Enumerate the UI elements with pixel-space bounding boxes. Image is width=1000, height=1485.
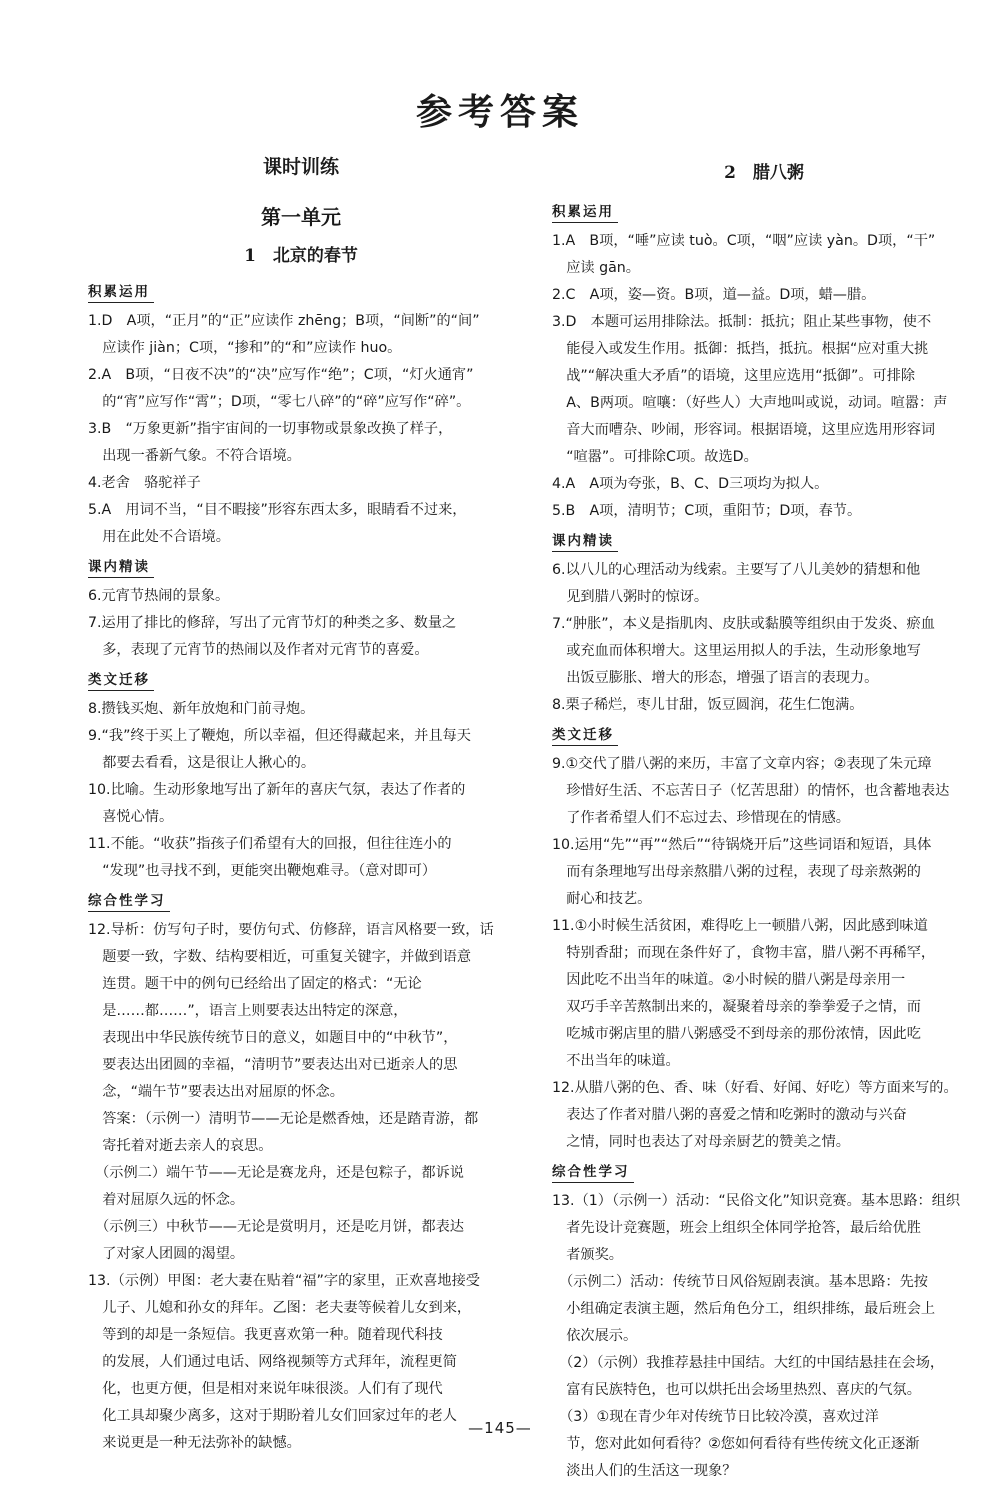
section-title: 课内精读 xyxy=(88,557,154,578)
answer-line: （2）（示例）我推荐悬挂中国结。大红的中国结悬挂在会场， xyxy=(552,1355,945,1371)
page-number: —145— xyxy=(468,1419,532,1437)
answer-line: 出现一番新气象。不符合语境。 xyxy=(88,448,301,464)
answer-line: 连贯。题干中的例句已经给出了固定的格式：“无论 xyxy=(88,976,422,992)
answer-line: 13.（1）（示例一）活动：“民俗文化”知识竞赛。基本思路：组织 xyxy=(552,1193,961,1209)
answer-line: 化工具却聚少离多，这对于期盼着儿女们回家过年的老人 xyxy=(88,1408,457,1424)
answer-line: 2.C A项，姿—资。B项，道—益。D项，蜡—腊。 xyxy=(552,287,876,303)
lesson-title: 1 北京的春节 xyxy=(244,246,358,266)
section-header xyxy=(88,885,514,917)
answer-line: 12.导析：仿写句子时，要仿句式、仿修辞，语言风格要一致，话 xyxy=(88,922,494,938)
section-title: 综合性学习 xyxy=(88,891,170,912)
answer-line: 5.A 用词不当，“目不暇接”形容东西太多，眼睛看不过来， xyxy=(88,502,467,518)
answer-line: 都要去看看，这是很让人揪心的。 xyxy=(88,755,316,771)
answer-line: 8.栗子稀烂，枣儿甘甜，饭豆圆润，花生仁饱满。 xyxy=(552,697,864,713)
answer-line: 富有民族特色，也可以烘托出会场里热烈、喜庆的气氛。 xyxy=(552,1382,921,1398)
answer-line: 7.运用了排比的修辞，写出了元宵节灯的种类之多、数量之 xyxy=(88,615,457,631)
right-column xyxy=(552,150,976,1485)
answer-line: 13.（示例）甲图：老大妻在贴着“福”字的家里，正欢喜地接受 xyxy=(88,1273,480,1289)
right-sections xyxy=(552,196,976,1485)
answer-line: 10.运用“先”“再”“然后”“待锅烧开后”这些词语和短语，具体 xyxy=(552,837,932,853)
section-header xyxy=(88,664,514,696)
answer-line: 4.A A项为夸张，B、C、D三项均为拟人。 xyxy=(552,476,829,492)
page-title: 参考答案 xyxy=(415,91,584,133)
answer-line: 喜悦心情。 xyxy=(88,809,174,825)
answer-line: “喧嚣”。可排除C项。故选D。 xyxy=(552,449,758,465)
answer-line: 寄托着对逝去亲人的哀思。 xyxy=(88,1138,273,1154)
answer-line: 者先设计竞赛题，班会上组织全体同学抢答，最后给优胜 xyxy=(552,1220,921,1236)
answer-line: A、B两项。喧嚷：（好些人）大声地叫或说，动词。喧嚣：声 xyxy=(552,395,948,411)
answer-line: 1.A B项，“唾”应读 tuò。C项，“咽”应读 yàn。D项，“干” xyxy=(552,233,936,249)
answer-line: 应读作 jiàn；C项，“掺和”的“和”应读作 huo。 xyxy=(88,340,402,356)
answer-line: 而有条理地写出母亲熬腊八粥的过程，表现了母亲熬粥的 xyxy=(552,864,921,880)
answer-line: （3）①现在青少年对传统节日比较冷漠，喜欢过洋 xyxy=(552,1409,879,1425)
answer-line: 1.D A项，“正月”的“正”应读作 zhēng；B项，“间断”的“间” xyxy=(88,313,480,329)
answer-line: 或充血而体积增大。这里运用拟人的手法，生动形象地写 xyxy=(552,643,921,659)
answer-line: 的发展，人们通过电话、网络视频等方式拜年，流程更简 xyxy=(88,1354,457,1370)
answer-line: （示例二）端午节——无论是赛龙舟，还是包粽子，都诉说 xyxy=(88,1165,464,1181)
answer-line: 吃城市粥店里的腊八粥感受不到母亲的那份浓情，因此吃 xyxy=(552,1026,921,1042)
answer-line: 答案：（示例一）清明节——无论是燃香烛，还是踏青游，都 xyxy=(88,1111,479,1127)
section-title: 积累运用 xyxy=(552,202,618,223)
answer-line: 6.以八儿的心理活动为线索。主要写了八儿美妙的猜想和他 xyxy=(552,562,921,578)
answer-line: 11.不能。“收获”指孩子们希望有大的回报，但往往连小的 xyxy=(88,836,452,852)
answer-line: 着对屈原久远的怀念。 xyxy=(88,1192,245,1208)
section-title: 综合性学习 xyxy=(552,1162,634,1183)
answer-line: 节，您对此如何看待？②您如何看待有些传统文化正逐渐 xyxy=(552,1436,920,1452)
answer-line: 题要一致，字数、结构要相近，可重复关键字，并做到语意 xyxy=(88,949,472,965)
answer-line: （示例三）中秋节——无论是赏明月，还是吃月饼，都表达 xyxy=(88,1219,464,1235)
answer-line: 11.①小时候生活贫困，难得吃上一顿腊八粥，因此感到味道 xyxy=(552,918,928,934)
answer-line: 4.老舍 骆驼祥子 xyxy=(88,475,201,491)
answer-line: 淡出人们的生活这一现象？ xyxy=(552,1463,737,1479)
answer-line: 表现出中华民族传统节日的意义，如题目中的“中秋节”， xyxy=(88,1030,458,1046)
answer-line: 特别香甜；而现在条件好了，食物丰富，腊八粥不再稀罕， xyxy=(552,945,936,961)
answer-line: 耐心和技艺。 xyxy=(552,891,652,907)
section-title: 课内精读 xyxy=(552,531,618,552)
unit-heading: 第一单元 xyxy=(261,205,341,229)
answer-line: 5.B A项，清明节；C项，重阳节；D项，春节。 xyxy=(552,503,862,519)
section-header xyxy=(552,1156,976,1188)
section-header xyxy=(88,551,514,583)
section-title: 类文迁移 xyxy=(88,670,154,691)
answer-line: 了对家人团圆的渴望。 xyxy=(88,1246,245,1262)
left-column xyxy=(88,150,514,1457)
lesson-title: 2 腊八粥 xyxy=(724,163,804,183)
answer-line: 9.“我”终于买上了鞭炮，所以幸福，但还得藏起来，并且每天 xyxy=(88,728,471,744)
section-header xyxy=(552,196,976,228)
answer-line: 见到腊八粥时的惊讶。 xyxy=(552,589,709,605)
answer-line: 战”“解决重大矛盾”的语境，这里应选用“抵御”。可排除 xyxy=(552,368,916,384)
section-title: 类文迁移 xyxy=(552,725,618,746)
answer-line: 之情，同时也表达了对母亲厨艺的赞美之情。 xyxy=(552,1134,850,1150)
answer-line: 双巧手辛苦熬制出来的，凝聚着母亲的拳拳爱子之情，而 xyxy=(552,999,921,1015)
section-header xyxy=(552,719,976,751)
answer-line: 多，表现了元宵节的热闹以及作者对元宵节的喜爱。 xyxy=(88,642,429,658)
answer-line: 化，也更方便，但是相对来说年味很淡。人们有了现代 xyxy=(88,1381,443,1397)
answer-line: 音大而嘈杂、吵闹，形容词。根据语境，这里应选用形容词 xyxy=(552,422,936,438)
section-title: 积累运用 xyxy=(88,282,154,303)
left-sections xyxy=(88,276,514,1457)
answer-line: “发现”也寻找不到，更能突出鞭炮难寻。（意对即可） xyxy=(88,863,437,879)
answer-line: 等到的却是一条短信。我更喜欢第一种。随着现代科技 xyxy=(88,1327,443,1343)
answer-line: 要表达出团圆的幸福，“清明节”要表达出对已逝亲人的思 xyxy=(88,1057,458,1073)
answer-line: 3.D 本题可运用排除法。抵制：抵抗；阻止某些事物，使不 xyxy=(552,314,932,330)
answer-line: 因此吃不出当年的味道。②小时候的腊八粥是母亲用一 xyxy=(552,972,906,988)
answer-line: 是……都……”，语言上则要表达出特定的深意， xyxy=(88,1003,408,1019)
answer-line: 者颁奖。 xyxy=(552,1247,623,1263)
answer-line: 应读 gān。 xyxy=(552,260,640,276)
answer-line: 2.A B项，“日夜不决”的“决”应写作“绝”；C项，“灯火通宵” xyxy=(88,367,474,383)
section-header xyxy=(552,525,976,557)
answer-line: 的“宵”应写作“霄”；D项，“零七八碎”的“碎”应写作“碎”。 xyxy=(88,394,471,410)
column-heading: 课时训练 xyxy=(262,156,339,178)
section-header xyxy=(88,276,514,308)
answer-line: 儿子、儿媳和孙女的拜年。乙图：老夫妻等候着儿女到来， xyxy=(88,1300,472,1316)
answer-line: 7.“肿胀”，本义是指肌肉、皮肤或黏膜等组织由于发炎、瘀血 xyxy=(552,616,935,632)
answer-line: 10.比喻。生动形象地写出了新年的喜庆气氛，表达了作者的 xyxy=(88,782,466,798)
answer-line: （示例二）活动：传统节日风俗短剧表演。基本思路：先按 xyxy=(552,1274,928,1290)
answer-line: 用在此处不合语境。 xyxy=(88,529,230,545)
answer-line: 表达了作者对腊八粥的喜爱之情和吃粥时的激动与兴奋 xyxy=(552,1107,907,1123)
answer-line: 出饭豆膨胀、增大的形态，增强了语言的表现力。 xyxy=(552,670,879,686)
answer-line: 3.B “万象更新”指宇宙间的一切事物或景象改换了样子， xyxy=(88,421,453,437)
answer-line: 8.攒钱买炮、新年放炮和门前寻炮。 xyxy=(88,701,315,717)
answer-line: 念，“端午节”要表达出对屈原的怀念。 xyxy=(88,1084,344,1100)
answer-line: 珍惜好生活、不忘苦日子（忆苦思甜）的情怀，也含蓄地表达 xyxy=(552,783,950,799)
answer-line: 依次展示。 xyxy=(552,1328,638,1344)
answer-line: 能侵入或发生作用。抵御：抵挡，抵抗。根据“应对重大挑 xyxy=(552,341,929,357)
answer-line: 6.元宵节热闹的景象。 xyxy=(88,588,230,604)
answer-line: 不出当年的味道。 xyxy=(552,1053,680,1069)
answer-line: 了作者希望人们不忘过去、珍惜现在的情感。 xyxy=(552,810,850,826)
answer-line: 12.从腊八粥的色、香、味（好看、好闻、好吃）等方面来写的。 xyxy=(552,1080,958,1096)
answer-line: 9.①交代了腊八粥的来历，丰富了文章内容；②表现了朱元璋 xyxy=(552,756,932,772)
answer-line: 来说更是一种无法弥补的缺憾。 xyxy=(88,1435,301,1451)
answer-line: 小组确定表演主题，然后角色分工，组织排练，最后班会上 xyxy=(552,1301,936,1317)
